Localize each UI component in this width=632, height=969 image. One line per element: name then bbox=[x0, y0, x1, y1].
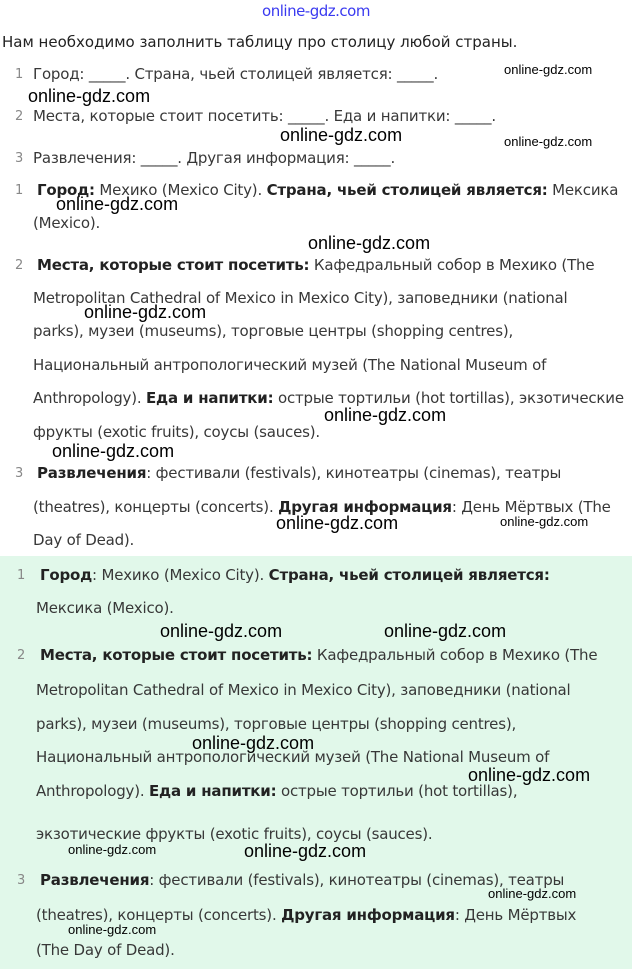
text-segment: острые тортильи (hot tortillas), экзотические bbox=[273, 389, 624, 407]
text-segment: Развлечения: _____. Другая информация: _____. bbox=[33, 149, 396, 167]
text-segment: Город: _____. Страна, чьей столицей является: _____. bbox=[33, 65, 439, 83]
bold-label: Еда и напитки: bbox=[146, 389, 274, 407]
watermark: online-gdz.com bbox=[276, 513, 399, 533]
text-segment: Места, которые стоит посетить: _____. Еда и напитки: _____. bbox=[33, 107, 496, 125]
text-segment: Кафедральный собор в Мехико (The bbox=[312, 646, 598, 664]
text-segment: (theatres), концерты (concerts). bbox=[36, 906, 282, 924]
text-line bbox=[33, 65, 438, 83]
watermark: online-gdz.com bbox=[84, 302, 207, 322]
text-segment: Day of Dead). bbox=[33, 531, 135, 549]
watermark: online-gdz.com bbox=[52, 441, 175, 461]
bold-label: Другая информация bbox=[278, 498, 452, 516]
item-number: 3 bbox=[15, 151, 24, 166]
text-segment: Мексика bbox=[547, 181, 619, 199]
text-line bbox=[33, 423, 320, 441]
text-line bbox=[36, 782, 517, 800]
text-segment: Кафедральный собор в Мехико (The bbox=[309, 256, 595, 274]
text-segment: : фестивали (festivals), кинотеатры (cinemas), театры bbox=[146, 464, 562, 482]
text-line bbox=[33, 149, 395, 167]
watermark: online-gdz.com bbox=[28, 86, 151, 106]
watermark: online-gdz.com bbox=[192, 733, 315, 753]
text-segment: : Мехико (Mexico City). bbox=[92, 566, 269, 584]
watermark: online-gdz.com bbox=[488, 886, 577, 901]
text-segment: острые тортильи (hot tortillas), bbox=[276, 782, 518, 800]
watermark: online-gdz.com bbox=[468, 765, 591, 785]
watermark: online-gdz.com bbox=[68, 842, 157, 857]
item-number: 2 bbox=[15, 109, 24, 124]
text-segment: Anthropology). bbox=[36, 782, 150, 800]
watermark: online-gdz.com bbox=[324, 405, 447, 425]
bold-label: Развлечения bbox=[37, 464, 147, 482]
text-segment: (theatres), концерты (concerts). bbox=[33, 498, 279, 516]
text-line bbox=[36, 599, 174, 617]
item-number: 2 bbox=[15, 258, 24, 273]
header-watermark: online-gdz.com bbox=[262, 2, 370, 20]
item-number: 3 bbox=[17, 873, 26, 888]
text-segment: : День Мёртвых bbox=[454, 906, 577, 924]
bold-label: Страна, чьей столицей является: bbox=[268, 566, 550, 584]
text-line bbox=[37, 464, 561, 482]
text-line bbox=[37, 256, 594, 274]
text-line bbox=[40, 566, 550, 584]
text-line bbox=[40, 646, 597, 664]
bold-label: Развлечения bbox=[40, 871, 150, 889]
item-number: 3 bbox=[15, 466, 24, 481]
text-segment: (Mexico). bbox=[33, 214, 101, 232]
bold-label: Страна, чьей столицей является: bbox=[266, 181, 548, 199]
text-line bbox=[36, 715, 516, 733]
watermark: online-gdz.com bbox=[504, 134, 593, 149]
item-number: 1 bbox=[15, 183, 24, 198]
watermark: online-gdz.com bbox=[244, 841, 367, 861]
text-segment: Anthropology). bbox=[33, 389, 147, 407]
text-line bbox=[36, 825, 432, 843]
watermark: online-gdz.com bbox=[56, 194, 179, 214]
bold-label: Другая информация bbox=[281, 906, 455, 924]
text-line bbox=[33, 531, 134, 549]
task-intro: Нам необходимо заполнить таблицу про столицу любой страны. bbox=[2, 33, 518, 51]
watermark: online-gdz.com bbox=[504, 62, 593, 77]
text-line bbox=[33, 214, 100, 232]
bold-label: Места, которые стоит посетить: bbox=[37, 256, 310, 274]
text-line bbox=[33, 322, 513, 340]
item-number: 1 bbox=[17, 568, 26, 583]
bold-label: Город: bbox=[37, 181, 95, 199]
bold-label: Еда и напитки: bbox=[149, 782, 277, 800]
watermark: online-gdz.com bbox=[384, 621, 507, 641]
text-segment: parks), музеи (museums), торговые центры (shopping centres), bbox=[36, 715, 517, 733]
text-segment: фрукты (exotic fruits), соусы (sauces). bbox=[33, 423, 320, 441]
bold-label: Места, которые стоит посетить: bbox=[40, 646, 313, 664]
watermark: online-gdz.com bbox=[500, 514, 589, 529]
text-segment: (The Day of Dead). bbox=[36, 941, 175, 959]
text-line bbox=[33, 356, 546, 374]
text-segment: Национальный антропологический музей (The National Museum of bbox=[33, 356, 547, 374]
bold-label: Город bbox=[40, 566, 93, 584]
watermark: online-gdz.com bbox=[308, 233, 431, 253]
watermark: online-gdz.com bbox=[68, 922, 157, 937]
item-number: 1 bbox=[15, 67, 24, 82]
text-segment: Мехико (Mexico City). bbox=[94, 181, 267, 199]
text-segment: Metropolitan Cathedral of Mexico in Mexico City), заповедники (national bbox=[36, 681, 571, 699]
text-segment: parks), музеи (museums), торговые центры (shopping centres), bbox=[33, 322, 514, 340]
text-segment: Metropolitan Cathedral of Mexico in Mexico City), заповедники (national bbox=[33, 289, 568, 307]
watermark: online-gdz.com bbox=[280, 125, 403, 145]
text-line bbox=[33, 107, 496, 125]
text-line bbox=[40, 871, 564, 889]
text-segment: Национальный антропологический музей (The National Museum of bbox=[36, 748, 550, 766]
text-segment: : фестивали (festivals), кинотеатры (cinemas), театры bbox=[149, 871, 565, 889]
item-number: 2 bbox=[17, 648, 26, 663]
text-segment: Мексика (Mexico). bbox=[36, 599, 174, 617]
text-line bbox=[36, 681, 570, 699]
watermark: online-gdz.com bbox=[160, 621, 283, 641]
text-line bbox=[36, 941, 175, 959]
text-segment: экзотические фрукты (exotic fruits), соусы (sauces). bbox=[36, 825, 433, 843]
text-segment: : День Мёртвых (The bbox=[451, 498, 611, 516]
